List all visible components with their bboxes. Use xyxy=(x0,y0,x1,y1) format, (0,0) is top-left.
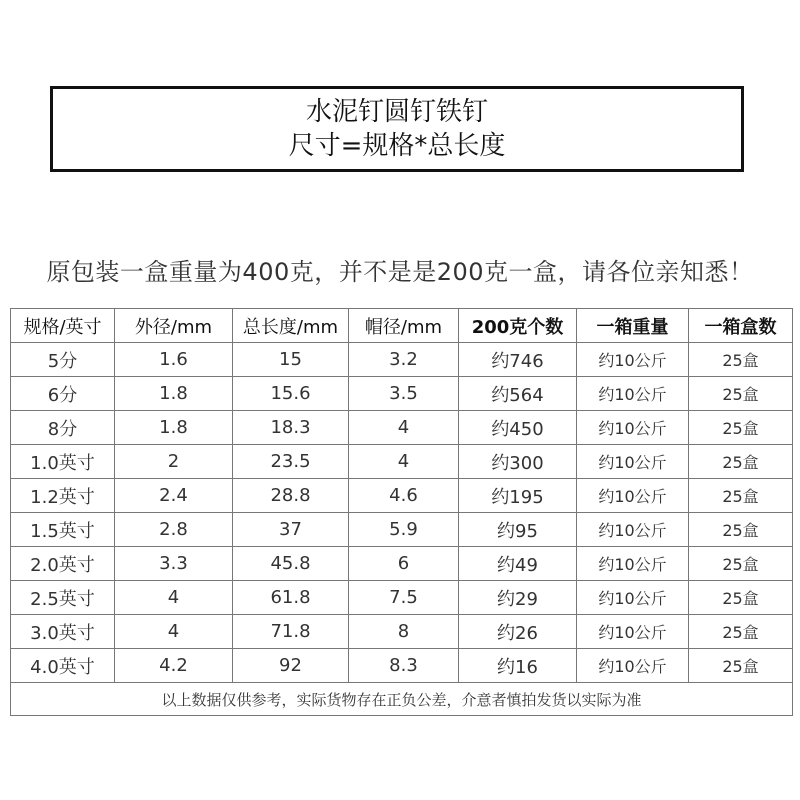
cell-cap-diameter: 6 xyxy=(349,547,459,581)
cell-spec: 2.5英寸 xyxy=(11,581,115,615)
header-spec: 规格/英寸 xyxy=(11,309,115,343)
cell-boxes-per-case: 25盒 xyxy=(689,513,793,547)
cell-box-weight: 约10公斤 xyxy=(577,513,689,547)
cell-count: 约49 xyxy=(459,547,577,581)
cell-total-length: 61.8 xyxy=(233,581,349,615)
spec-table xyxy=(10,308,793,716)
cell-count: 约450 xyxy=(459,411,577,445)
cell-box-weight: 约10公斤 xyxy=(577,343,689,377)
cell-box-weight: 约10公斤 xyxy=(577,649,689,683)
table-footnote-row xyxy=(11,683,793,716)
title-line-2: 尺寸=规格*总长度 xyxy=(288,131,506,161)
cell-spec: 4.0英寸 xyxy=(11,649,115,683)
table-row xyxy=(11,343,793,377)
header-outer-diameter: 外径/mm xyxy=(115,309,233,343)
cell-cap-diameter: 7.5 xyxy=(349,581,459,615)
cell-boxes-per-case: 25盒 xyxy=(689,377,793,411)
title-box xyxy=(50,86,744,172)
cell-boxes-per-case: 25盒 xyxy=(689,411,793,445)
cell-spec: 2.0英寸 xyxy=(11,547,115,581)
cell-box-weight: 约10公斤 xyxy=(577,547,689,581)
cell-spec: 1.5英寸 xyxy=(11,513,115,547)
cell-total-length: 37 xyxy=(233,513,349,547)
cell-total-length: 15 xyxy=(233,343,349,377)
cell-boxes-per-case: 25盒 xyxy=(689,581,793,615)
cell-count: 约300 xyxy=(459,445,577,479)
cell-box-weight: 约10公斤 xyxy=(577,581,689,615)
cell-cap-diameter: 8 xyxy=(349,615,459,649)
cell-boxes-per-case: 25盒 xyxy=(689,343,793,377)
cell-box-weight: 约10公斤 xyxy=(577,479,689,513)
table-row xyxy=(11,513,793,547)
cell-box-weight: 约10公斤 xyxy=(577,411,689,445)
cell-outer-diameter: 1.6 xyxy=(115,343,233,377)
cell-spec: 1.0英寸 xyxy=(11,445,115,479)
cell-cap-diameter: 4 xyxy=(349,411,459,445)
cell-outer-diameter: 1.8 xyxy=(115,377,233,411)
cell-total-length: 23.5 xyxy=(233,445,349,479)
cell-cap-diameter: 3.2 xyxy=(349,343,459,377)
cell-outer-diameter: 1.8 xyxy=(115,411,233,445)
cell-box-weight: 约10公斤 xyxy=(577,377,689,411)
cell-count: 约16 xyxy=(459,649,577,683)
cell-total-length: 28.8 xyxy=(233,479,349,513)
cell-count: 约26 xyxy=(459,615,577,649)
cell-outer-diameter: 2.8 xyxy=(115,513,233,547)
table-row xyxy=(11,547,793,581)
table-header-row xyxy=(11,309,793,343)
cell-spec: 6分 xyxy=(11,377,115,411)
header-box-weight: 一箱重量 xyxy=(577,309,689,343)
table-footnote: 以上数据仅供参考，实际货物存在正负公差，介意者慎拍发货以实际为准 xyxy=(11,683,793,716)
header-boxes-per-case: 一箱盒数 xyxy=(689,309,793,343)
table-row xyxy=(11,649,793,683)
cell-count: 约746 xyxy=(459,343,577,377)
title-line-1: 水泥钉圆钉铁钉 xyxy=(305,97,488,127)
cell-cap-diameter: 4.6 xyxy=(349,479,459,513)
table-row xyxy=(11,479,793,513)
cell-boxes-per-case: 25盒 xyxy=(689,547,793,581)
cell-total-length: 92 xyxy=(233,649,349,683)
cell-outer-diameter: 4 xyxy=(115,581,233,615)
cell-cap-diameter: 8.3 xyxy=(349,649,459,683)
cell-cap-diameter: 3.5 xyxy=(349,377,459,411)
table-row xyxy=(11,581,793,615)
cell-total-length: 71.8 xyxy=(233,615,349,649)
cell-count: 约95 xyxy=(459,513,577,547)
cell-boxes-per-case: 25盒 xyxy=(689,479,793,513)
cell-spec: 5分 xyxy=(11,343,115,377)
cell-boxes-per-case: 25盒 xyxy=(689,615,793,649)
header-total-length: 总长度/mm xyxy=(233,309,349,343)
cell-cap-diameter: 5.9 xyxy=(349,513,459,547)
cell-boxes-per-case: 25盒 xyxy=(689,445,793,479)
cell-outer-diameter: 2 xyxy=(115,445,233,479)
header-count-per-200g: 200克个数 xyxy=(459,309,577,343)
cell-count: 约195 xyxy=(459,479,577,513)
cell-outer-diameter: 4 xyxy=(115,615,233,649)
cell-spec: 8分 xyxy=(11,411,115,445)
cell-total-length: 15.6 xyxy=(233,377,349,411)
cell-outer-diameter: 3.3 xyxy=(115,547,233,581)
cell-total-length: 45.8 xyxy=(233,547,349,581)
cell-box-weight: 约10公斤 xyxy=(577,615,689,649)
package-notice: 原包装一盒重量为400克，并不是是200克一盒，请各位亲知悉！ xyxy=(46,258,754,286)
cell-count: 约564 xyxy=(459,377,577,411)
cell-box-weight: 约10公斤 xyxy=(577,445,689,479)
cell-total-length: 18.3 xyxy=(233,411,349,445)
table-row xyxy=(11,377,793,411)
cell-spec: 3.0英寸 xyxy=(11,615,115,649)
table-body xyxy=(11,343,793,683)
cell-outer-diameter: 2.4 xyxy=(115,479,233,513)
header-cap-diameter: 帽径/mm xyxy=(349,309,459,343)
cell-count: 约29 xyxy=(459,581,577,615)
cell-outer-diameter: 4.2 xyxy=(115,649,233,683)
table-row xyxy=(11,615,793,649)
table-row xyxy=(11,411,793,445)
cell-boxes-per-case: 25盒 xyxy=(689,649,793,683)
cell-spec: 1.2英寸 xyxy=(11,479,115,513)
table-row xyxy=(11,445,793,479)
cell-cap-diameter: 4 xyxy=(349,445,459,479)
